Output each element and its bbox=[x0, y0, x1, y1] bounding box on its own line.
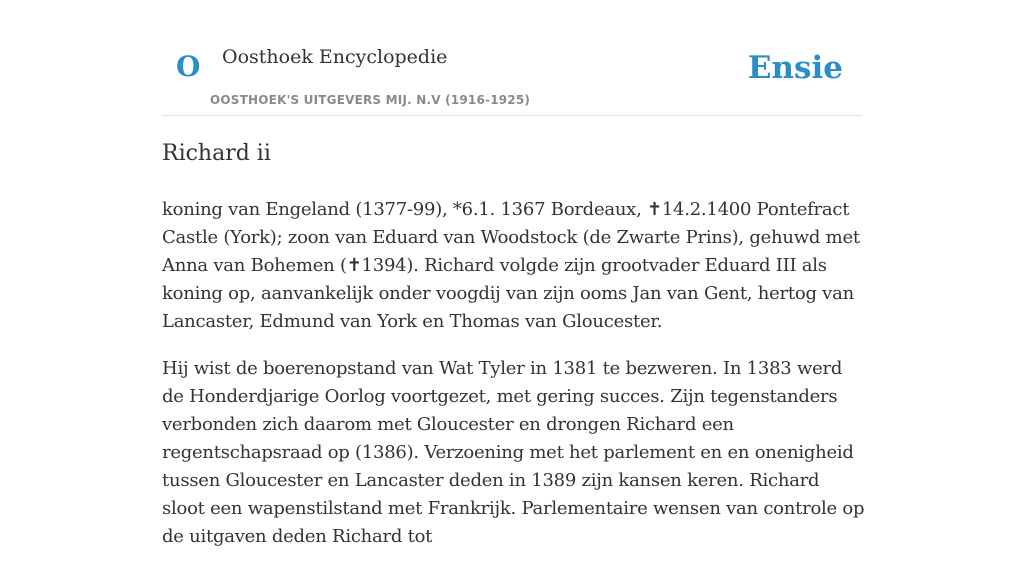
article-paragraph: koning van Engeland (1377-99), *6.1. 1367 Bordeaux, ✝14.2.1400 Pontefract Castle (York); zoon van Eduard van Woodstock (de Zwarte Prins), gehuwd met Anna van Bohemen (✝1394). Richard volgde zijn grootvader Eduard III als koning op, aanvankelijk onder voogdij van zijn ooms Jan van Gent, hertog van Lancaster, Edmund van York en Thomas van Gloucester. bbox=[162, 199, 860, 332]
site-header bbox=[162, 30, 862, 116]
ensie-logo-link[interactable]: Ensie bbox=[747, 50, 843, 86]
book-logo-icon[interactable]: O bbox=[176, 50, 201, 83]
article-content bbox=[162, 138, 866, 570]
publisher-label: OOSTHOEK'S UITGEVERS MIJ. N.V (1916-1925) bbox=[210, 93, 531, 107]
entry-title: Richard ii bbox=[162, 141, 271, 166]
book-title[interactable]: Oosthoek Encyclopedie bbox=[222, 46, 448, 68]
article-paragraph: Hij wist de boerenopstand van Wat Tyler in 1381 te bezweren. In 1383 werd de Honderdjarige Oorlog voortgezet, met gering succes. Zijn tegenstanders verbonden zich daarom met Gloucester en drongen Richard een regentschapsraad op (1386). Verzoening met het parlement en en onenigheid tussen Gloucester en Lancaster deden in 1389 zijn kansen keren. Richard sloot een wapenstilstand met Frankrijk. Parlementaire wensen van controle op de uitgaven deden Richard tot bbox=[162, 358, 865, 547]
